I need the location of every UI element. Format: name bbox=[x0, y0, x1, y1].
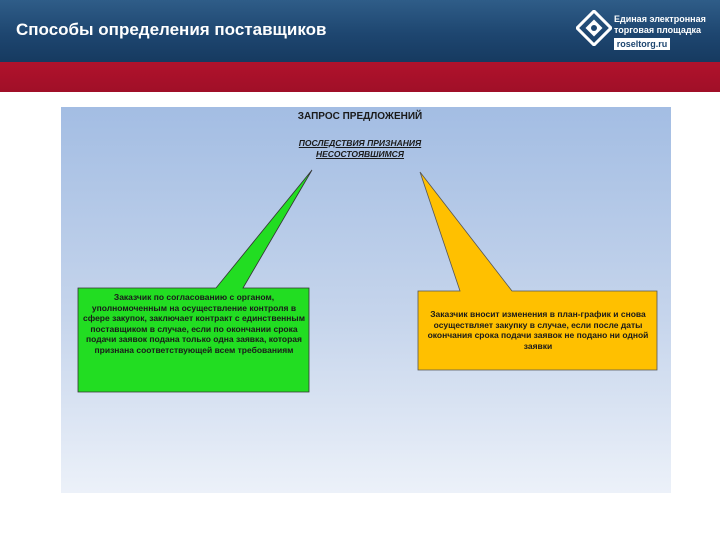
left-box-text: Заказчик по согласованию с органом, уполномоченным на осуществление контроля в сфере закупок, заключает контракт с единственным поставщиком в случае, если по окончании срока подачи заявок подана только одна заявка, которая признана соответствующей всем требованиям bbox=[83, 292, 305, 355]
right-box-text: Заказчик вносит изменения в план-график и снова осуществляет закупку в случае, если после даты окончания срока подачи заявок не подано ни одной заявки bbox=[427, 309, 649, 351]
diagram-subtitle bbox=[240, 138, 480, 160]
left-callout-shape bbox=[78, 170, 312, 392]
diagram-title: ЗАПРОС ПРЕДЛОЖЕНИЙ bbox=[297, 111, 423, 122]
subtitle-line-2: НЕСОСТОЯВШИМСЯ bbox=[315, 149, 405, 159]
logo-url[interactable]: roseltorg.ru bbox=[614, 38, 670, 50]
logo-line-1: Единая электронная bbox=[614, 14, 706, 24]
page-title: Способы определения поставщиков bbox=[16, 20, 327, 39]
subtitle-line-1: ПОСЛЕДСТВИЯ ПРИЗНАНИЯ bbox=[298, 138, 422, 148]
logo-line-2: торговая площадка bbox=[614, 25, 702, 35]
